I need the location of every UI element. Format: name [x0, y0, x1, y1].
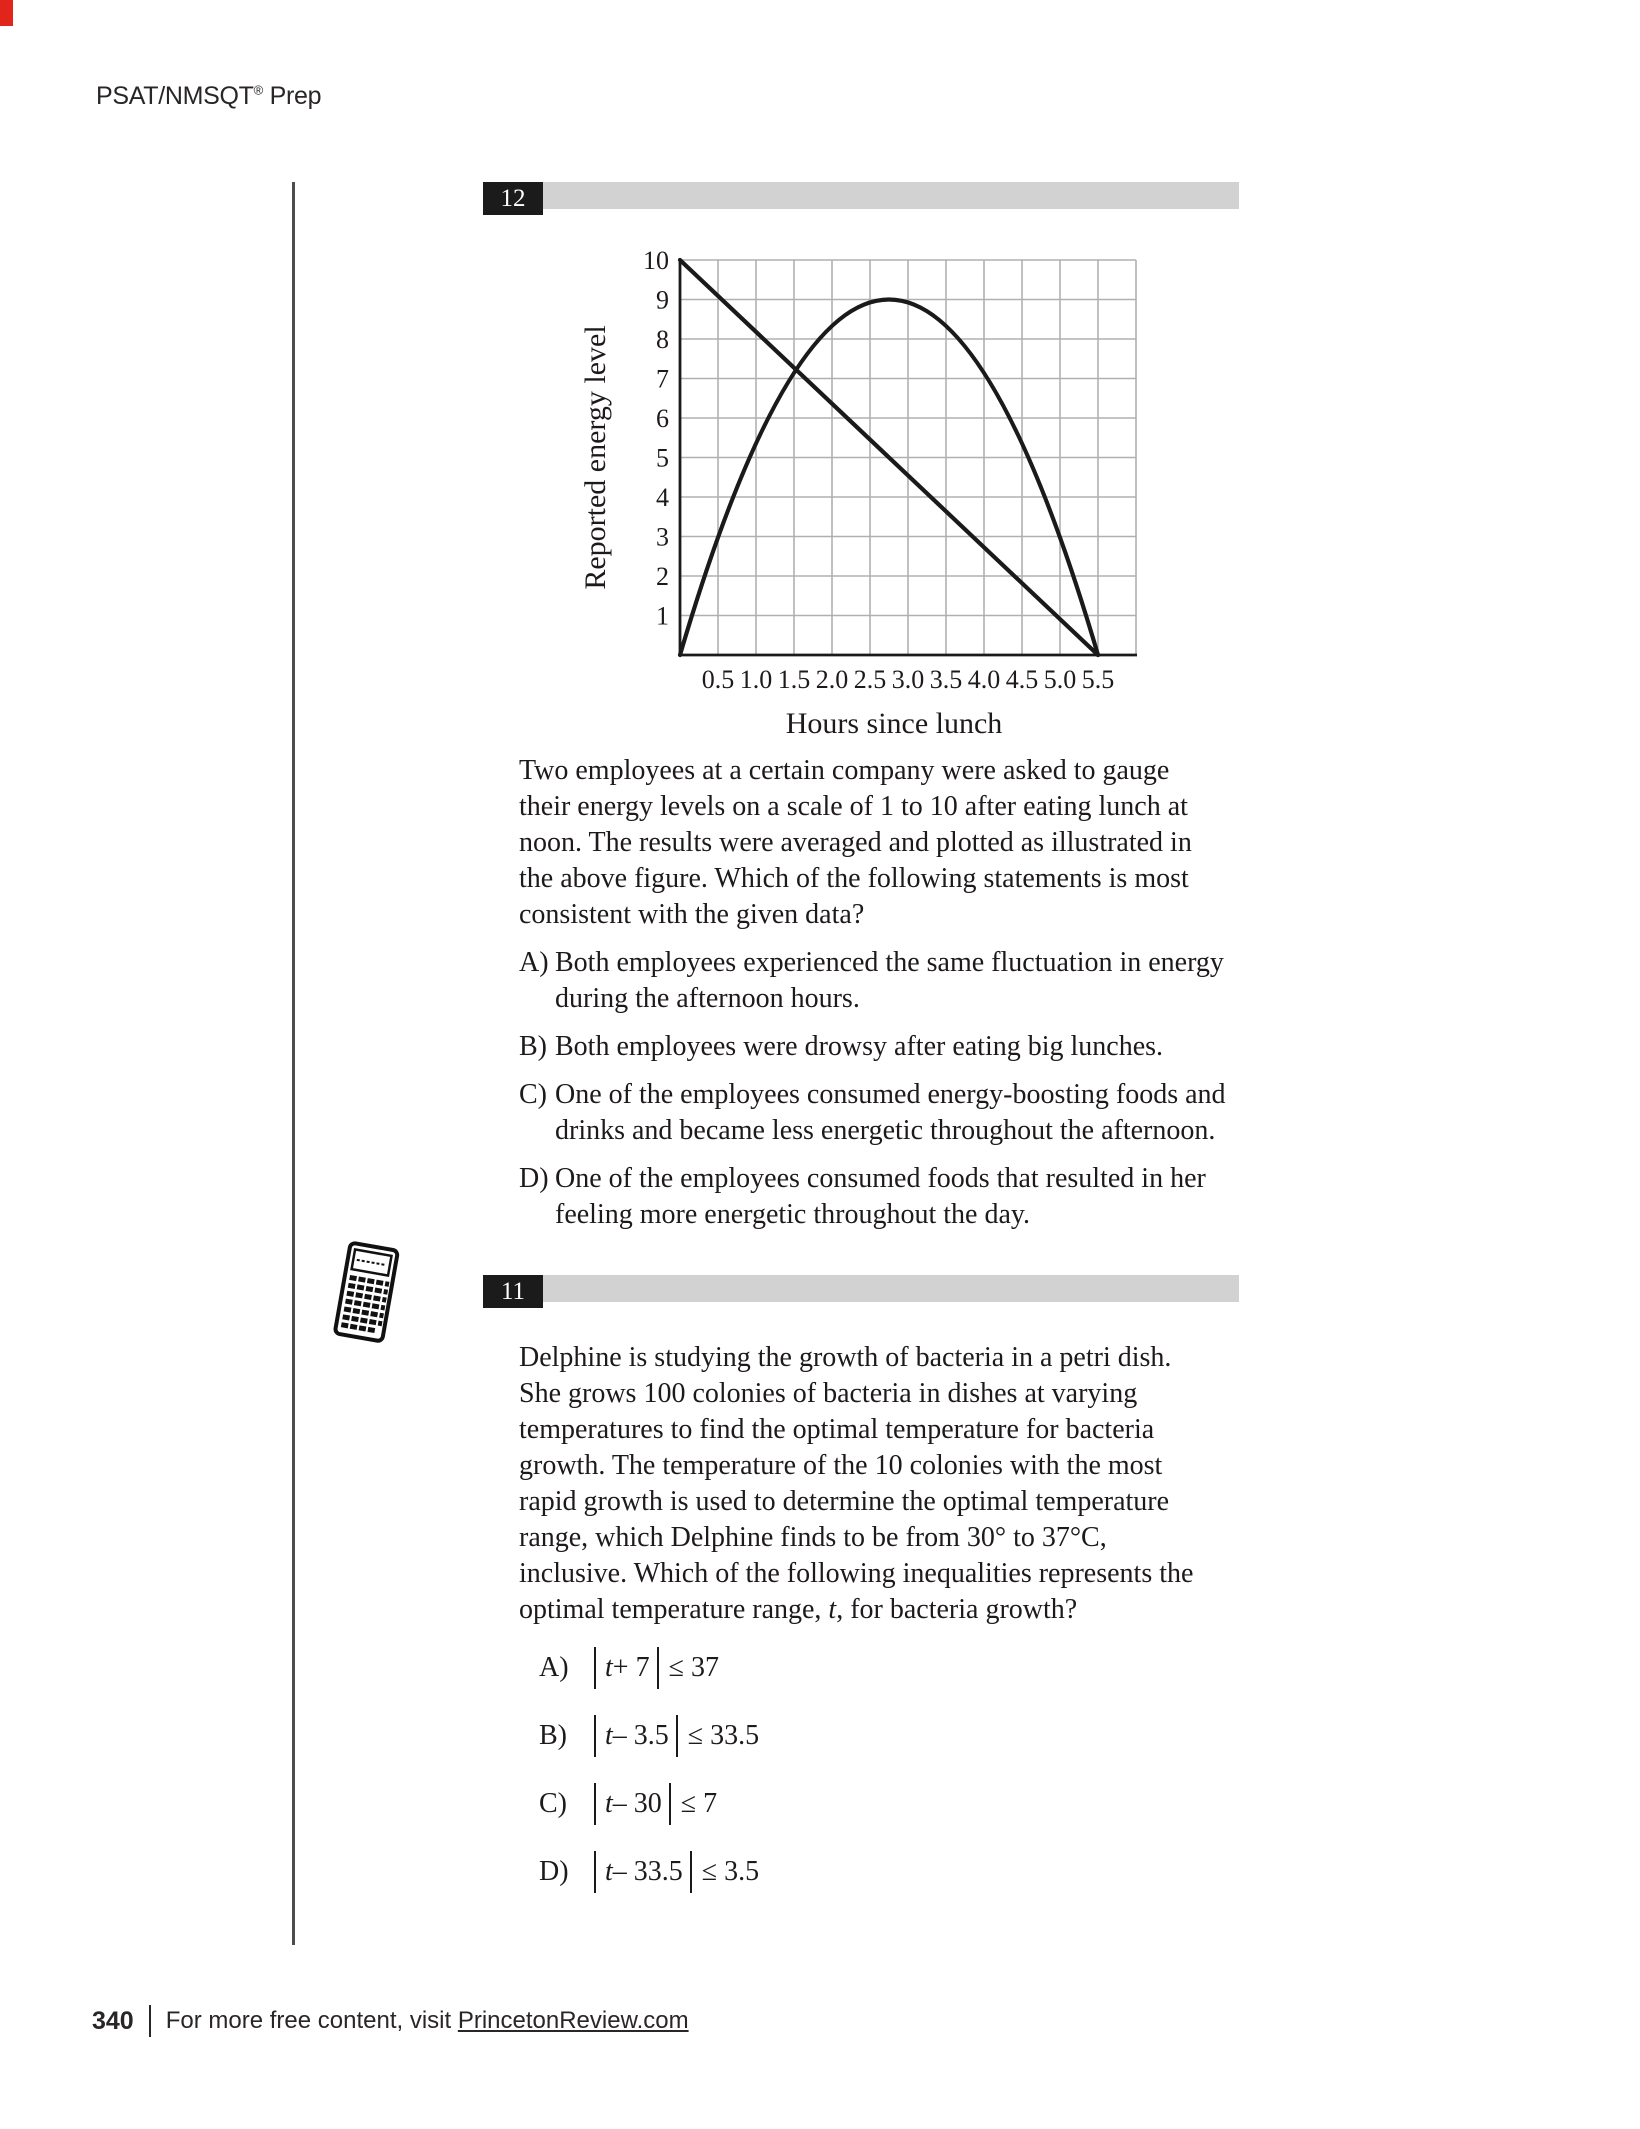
- chart-y-tick-label: 4: [656, 483, 669, 512]
- chart-y-tick-label: 8: [656, 325, 669, 354]
- absolute-value-bar: [676, 1715, 678, 1757]
- chart-x-tick-label: 4.5: [1005, 665, 1039, 694]
- question-12-options: [519, 945, 1243, 1233]
- page-edge-red-mark: [0, 0, 13, 26]
- option-line: during the afternoon hours.: [555, 983, 860, 1014]
- princeton-review-link[interactable]: PrincetonReview.com: [457, 2007, 689, 2034]
- question-column: [483, 179, 1243, 1918]
- option-row-d: [539, 1850, 1243, 1894]
- chart-series-employee-rise-then-fall: [680, 300, 1098, 656]
- question-11-number-badge: 11: [483, 1275, 543, 1308]
- header-title: PSAT/NMSQT: [96, 82, 254, 110]
- stem-text: optimal temperature range,: [519, 1594, 829, 1625]
- chart-figure: [575, 241, 1175, 741]
- stem-line: inclusive. Which of the following inequalities represents the: [519, 1558, 1194, 1589]
- chart-x-tick-label: 5.0: [1043, 665, 1077, 694]
- chart-y-tick-label: 9: [656, 285, 669, 315]
- calculator-icon: [330, 1240, 402, 1348]
- chart-y-tick-label: 7: [656, 364, 669, 394]
- footer-separator: [149, 2005, 151, 2037]
- chart-x-tick-label: 3.5: [929, 665, 963, 694]
- chart-y-tick-label: 2: [656, 562, 669, 591]
- chart-x-tick-label: 2.0: [815, 665, 849, 694]
- question-11-stem: [519, 1340, 1243, 1628]
- expression: + 7: [612, 1652, 650, 1683]
- page-footer: [92, 2005, 689, 2037]
- stem-line: temperatures to find the optimal temperature for bacteria: [519, 1414, 1155, 1445]
- option-letter: B): [539, 1720, 567, 1751]
- stem-line: rapid growth is used to determine the optimal temperature: [519, 1486, 1170, 1517]
- chart-x-tick-label: 5.5: [1081, 665, 1115, 694]
- stem-line: growth. The temperature of the 10 colonies with the most: [519, 1450, 1163, 1481]
- option-row-a: [519, 945, 1243, 1017]
- option-text: [555, 1161, 1206, 1233]
- option-row-a: [539, 1646, 1243, 1690]
- absolute-value-bar: [594, 1647, 596, 1689]
- option-letter: A): [539, 1652, 569, 1683]
- stem-text: , for bacteria growth?: [836, 1594, 1078, 1625]
- option-line: Both employees were drowsy after eating big lunches.: [555, 1031, 1164, 1062]
- stem-line: consistent with the given data?: [519, 899, 865, 930]
- expression: – 3.5: [612, 1720, 669, 1751]
- option-text: [555, 1029, 1163, 1065]
- margin-rule: [292, 182, 295, 1945]
- chart-y-tick-label: 1: [656, 601, 669, 631]
- chart-y-tick-label: 3: [656, 522, 669, 552]
- question-11-bar: [483, 1275, 1243, 1308]
- expression: – 33.5: [612, 1856, 683, 1887]
- expression: – 30: [612, 1788, 662, 1819]
- question-12-number-badge: 12: [483, 182, 543, 215]
- option-line: drinks and became less energetic throughout the afternoon.: [555, 1115, 1216, 1146]
- comparison: ≤ 37: [668, 1652, 719, 1683]
- stem-line: the above figure. Which of the following statements is most: [519, 863, 1189, 894]
- variable-t: t: [605, 1788, 613, 1819]
- question-11-bar-fill: [543, 1275, 1239, 1302]
- option-line: Both employees experienced the same fluctuation in energy: [555, 947, 1224, 978]
- option-row-c: [539, 1782, 1243, 1826]
- chart-y-tick-label: 5: [656, 443, 669, 473]
- page-header: [96, 82, 321, 111]
- absolute-value-bar: [594, 1783, 596, 1825]
- option-letter: D): [539, 1856, 569, 1887]
- absolute-value-bar: [669, 1783, 671, 1825]
- header-suffix: Prep: [262, 82, 322, 110]
- question-12-stem: [519, 753, 1243, 933]
- option-letter: D): [519, 1163, 549, 1194]
- option-row-d: [519, 1161, 1243, 1233]
- stem-line: noon. The results were averaged and plotted as illustrated in: [519, 827, 1192, 858]
- chart-y-tick-label: 10: [643, 246, 669, 275]
- option-letter: C): [519, 1079, 547, 1110]
- page-number: 340: [92, 2006, 134, 2035]
- footer-text: [166, 2007, 689, 2035]
- variable-t: t: [605, 1652, 613, 1683]
- stem-line: their energy levels on a scale of 1 to 10 after eating lunch at: [519, 791, 1188, 822]
- energy-level-chart: [575, 241, 1175, 741]
- absolute-value-bar: [657, 1647, 659, 1689]
- absolute-value-bar: [594, 1715, 596, 1757]
- chart-x-tick-label: 3.0: [891, 665, 925, 694]
- absolute-value-bar: [690, 1851, 692, 1893]
- variable-t: t: [605, 1720, 613, 1751]
- absolute-value-bar: [594, 1851, 596, 1893]
- option-row-b: [519, 1029, 1243, 1065]
- comparison: ≤ 3.5: [701, 1856, 760, 1887]
- chart-x-tick-label: 1.5: [777, 665, 811, 694]
- calculator-icon-svg: [330, 1240, 402, 1348]
- chart-x-tick-label: 4.0: [967, 665, 1001, 694]
- variable-t: t: [828, 1594, 837, 1625]
- footer-text-label: For more free content, visit: [165, 2007, 458, 2034]
- option-line: One of the employees consumed energy-boosting foods and: [555, 1079, 1226, 1110]
- option-letter: A): [519, 947, 549, 978]
- option-text: [555, 945, 1224, 1017]
- option-row-c: [519, 1077, 1243, 1149]
- variable-t: t: [605, 1856, 613, 1887]
- stem-line: [519, 1592, 1243, 1628]
- question-12-bar: [483, 182, 1243, 215]
- option-letter: B): [519, 1031, 547, 1062]
- stem-line: She grows 100 colonies of bacteria in dishes at varying: [519, 1378, 1138, 1409]
- chart-x-tick-label: 2.5: [853, 665, 887, 694]
- stem-line: Delphine is studying the growth of bacteria in a petri dish.: [519, 1342, 1172, 1373]
- chart-xlabel: Hours since lunch: [785, 707, 1003, 740]
- chart-x-tick-label: 1.0: [739, 665, 773, 694]
- chart-ylabel: Reported energy level: [579, 325, 612, 590]
- chart-y-tick-label: 6: [656, 404, 669, 433]
- option-row-b: [539, 1714, 1243, 1758]
- option-line: feeling more energetic throughout the day.: [555, 1199, 1031, 1230]
- comparison: ≤ 33.5: [687, 1720, 760, 1751]
- option-letter: C): [539, 1788, 567, 1819]
- option-text: [555, 1077, 1226, 1149]
- stem-line: Two employees at a certain company were asked to gauge: [519, 755, 1170, 786]
- stem-line: range, which Delphine finds to be from 30° to 37°C,: [519, 1522, 1107, 1553]
- registered-trademark-icon: ®: [253, 82, 263, 98]
- comparison: ≤ 7: [680, 1788, 718, 1819]
- question-11-options: [539, 1646, 1243, 1894]
- option-line: One of the employees consumed foods that resulted in her: [555, 1163, 1206, 1194]
- chart-x-tick-label: 0.5: [701, 665, 735, 694]
- question-12-bar-fill: [543, 182, 1239, 209]
